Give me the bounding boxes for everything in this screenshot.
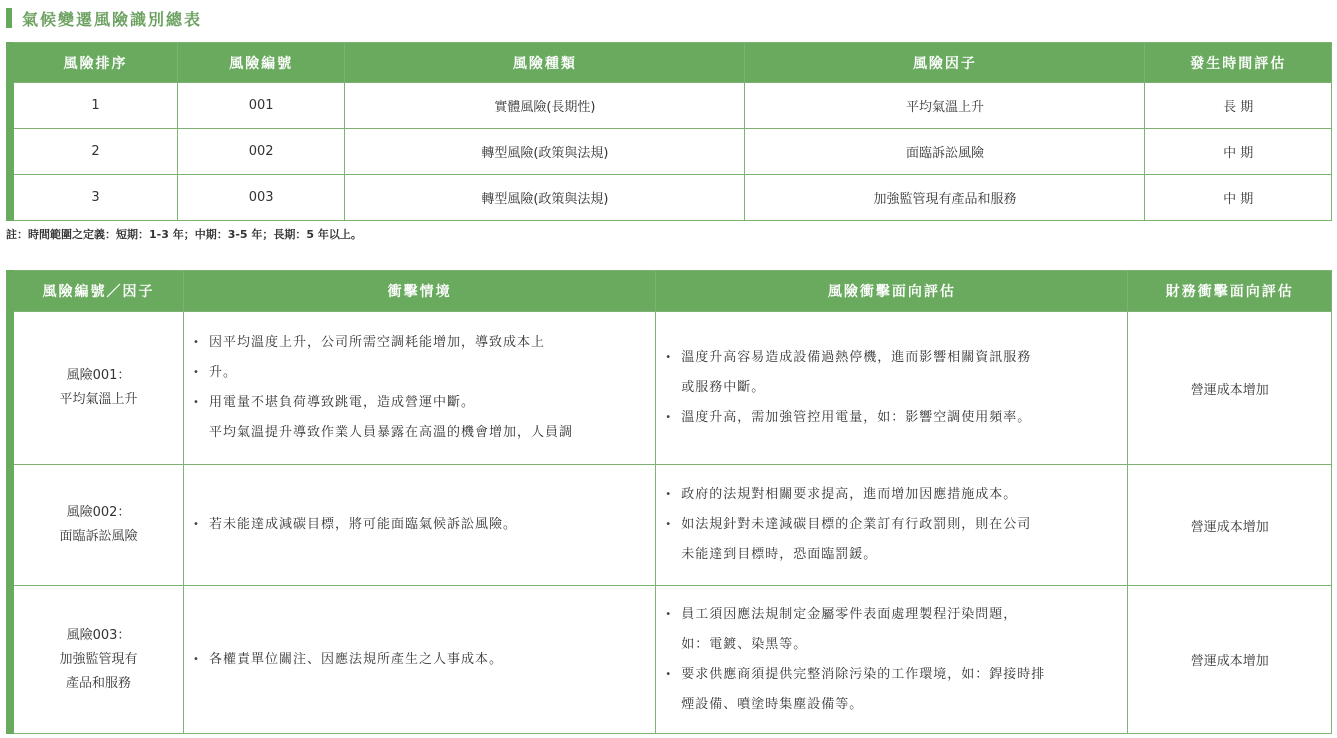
financial-cell: 營運成本增加 — [1128, 312, 1332, 465]
cell-factor: 面臨訴訟風險 — [745, 129, 1145, 175]
table-row — [10, 465, 1332, 586]
impact-cell — [656, 312, 1128, 465]
impact-cell — [656, 465, 1128, 586]
cell-rank: 2 — [10, 129, 177, 175]
header-timeframe: 發生時間評估 — [1145, 43, 1332, 83]
cell-id: 002 — [177, 129, 344, 175]
header-risk-id: 風險編號 — [177, 43, 344, 83]
cell-timeframe: 長 期 — [1145, 83, 1332, 129]
risk-label-cell — [10, 312, 183, 465]
impact-item: • 如法規針對未達減碳目標的企業訂有行政罰則，則在公司 未能達到目標時，恐面臨罰鍰。 — [681, 510, 1126, 570]
scenario-cell — [183, 465, 655, 586]
cell-factor: 平均氣溫上升 — [745, 83, 1145, 129]
scenario-item: • 若未能達成減碳目標，將可能面臨氣候訴訟風險。 — [209, 510, 654, 540]
table-row — [10, 175, 1332, 221]
header-risk-rank: 風險排序 — [10, 43, 177, 83]
cell-factor: 加強監管現有產品和服務 — [745, 175, 1145, 221]
risk-factor-cont: 產品和服務 — [65, 675, 131, 691]
scenario-item: 平均氣溫提升導致作業人員暴露在高溫的機會增加，人員調 — [208, 425, 573, 440]
cell-id: 001 — [177, 83, 344, 129]
cell-type: 實體風險(長期性) — [345, 83, 745, 129]
header-risk-type: 風險種類 — [345, 43, 745, 83]
cell-type: 轉型風險(政策與法規) — [345, 175, 745, 221]
risk-summary-table — [6, 42, 1332, 221]
risk-label-cell — [10, 586, 183, 734]
heading-accent-bar — [6, 8, 12, 28]
impact-item: • 溫度升高容易造成設備過熱停機，進而影響相關資訊服務 或服務中斷。 — [681, 343, 1126, 403]
table-row — [10, 129, 1332, 175]
header-scenario: 衝擊情境 — [183, 271, 655, 312]
scenario-item: • 升。 — [209, 358, 654, 388]
cell-id: 003 — [177, 175, 344, 221]
financial-cell: 營運成本增加 — [1128, 465, 1332, 586]
page-title: 氣候變遷風險識別總表 — [22, 9, 203, 29]
header-risk-id-factor: 風險編號／因子 — [10, 271, 183, 312]
cell-timeframe: 中 期 — [1145, 129, 1332, 175]
scenario-cell — [183, 586, 655, 734]
risk-id: 風險001： — [66, 368, 131, 383]
financial-cell: 營運成本增加 — [1128, 586, 1332, 734]
impact-item: • 溫度升高，需加強管控用電量，如：影響空調使用頻率。 — [681, 403, 1126, 433]
cell-timeframe: 中 期 — [1145, 175, 1332, 221]
impact-item: • 政府的法規對相關要求提高，進而增加因應措施成本。 — [681, 480, 1126, 510]
table-row — [10, 586, 1332, 734]
scenario-cell — [183, 312, 655, 465]
impact-item: • 員工須因應法規制定金屬零件表面處理製程汙染問題， 如：電鍍、染黑等。 — [681, 600, 1126, 660]
header-risk-impact: 風險衝擊面向評估 — [656, 271, 1128, 312]
risk-factor: 加強監管現有 — [59, 651, 138, 667]
header-financial-impact: 財務衝擊面向評估 — [1128, 271, 1332, 312]
impact-cell — [656, 586, 1128, 734]
page-heading — [6, 6, 202, 30]
risk-id: 風險003： — [66, 627, 131, 643]
timeframe-note: 註：時間範圍之定義：短期：1-3 年；中期：3-5 年；長期：5 年以上。 — [6, 228, 362, 241]
risk-factor: 面臨訴訟風險 — [59, 529, 138, 544]
table-row — [10, 312, 1332, 465]
scenario-item: • 用電量不堪負荷導致跳電，造成營運中斷。 — [209, 388, 654, 418]
cell-type: 轉型風險(政策與法規) — [345, 129, 745, 175]
risk-id: 風險002： — [66, 505, 131, 520]
cell-rank: 1 — [10, 83, 177, 129]
scenario-item: • 各權責單位關注、因應法規所產生之人事成本。 — [209, 645, 654, 675]
risk-impact-table — [6, 270, 1332, 734]
table-row — [10, 83, 1332, 129]
scenario-item: • 因平均溫度上升，公司所需空調耗能增加，導致成本上 — [209, 328, 654, 358]
impact-item: • 要求供應商須提供完整消除污染的工作環境，如：銲接時排 煙設備、噴塗時集塵設備等。 — [681, 660, 1126, 720]
table-header-row — [10, 271, 1332, 312]
table-header-row — [10, 43, 1332, 83]
risk-factor: 平均氣溫上升 — [59, 392, 138, 407]
header-risk-factor: 風險因子 — [745, 43, 1145, 83]
cell-rank: 3 — [10, 175, 177, 221]
risk-label-cell — [10, 465, 183, 586]
